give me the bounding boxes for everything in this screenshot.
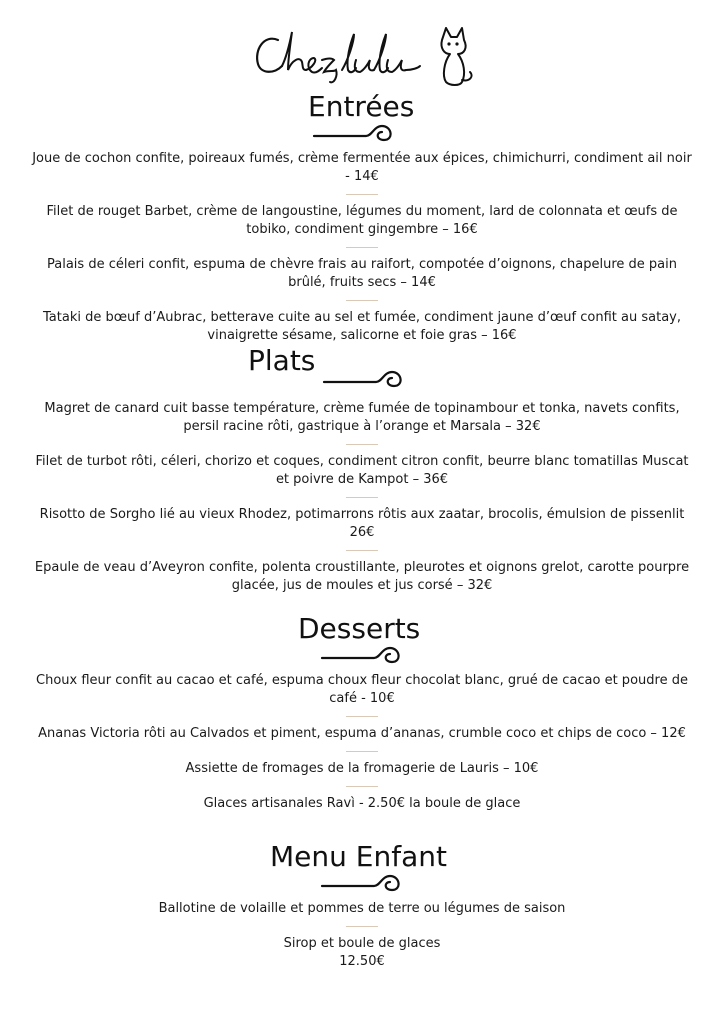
divider	[346, 247, 378, 248]
divider	[346, 194, 378, 195]
menu-item: Glaces artisanales Ravì - 2.50€ la boule de glace	[203, 796, 521, 811]
section-menu-enfant	[30, 840, 694, 971]
logo-script-icon	[250, 20, 480, 92]
swirl-divider-icon	[320, 368, 414, 394]
swirl-divider-icon	[318, 644, 412, 670]
section-entrees	[30, 90, 694, 345]
section-title: Entrées	[308, 90, 415, 123]
divider	[346, 497, 378, 498]
menu-item-price: 26€	[349, 525, 375, 540]
divider	[346, 550, 378, 551]
menu-item: Sirop et boule de glaces	[283, 936, 441, 951]
section-desserts	[30, 612, 694, 813]
menu-item: Ballotine de volaille et pommes de terre ou légumes de saison	[158, 901, 566, 916]
menu-item: Joue de cochon confite, poireaux fumés, crème fermentée aux épices, chimichurri, condiment ail noir - 14€	[32, 151, 692, 184]
menu-item: Filet de turbot rôti, céleri, chorizo et coques, condiment citron confit, beurre blanc tomatillas Muscat et poivre de Kampot – 36€	[35, 454, 689, 487]
section-title: Desserts	[298, 612, 421, 645]
menu-item: Filet de rouget Barbet, crème de langoustine, légumes du moment, lard de colonnata et œufs de tobiko, condiment gingembre – 16€	[46, 204, 678, 237]
divider	[346, 716, 378, 717]
divider	[346, 751, 378, 752]
section-title: Menu Enfant	[270, 840, 447, 873]
menu-item: Assiette de fromages de la fromagerie de Lauris – 10€	[185, 761, 539, 776]
menu-item: Tataki de bœuf d’Aubrac, betterave cuite au sel et fumée, condiment jaune d’œuf confit au satay, vinaigrette sésame, salicorne et foie gras – 16€	[43, 310, 681, 343]
menu-item: Magret de canard cuit basse température, crème fumée de topinambour et tonka, navets confits, persil racine rôti, gastrique à l’orange et Marsala – 32€	[44, 401, 680, 434]
divider	[346, 786, 378, 787]
chez-lulu-logo	[250, 20, 480, 92]
menu-item: Epaule de veau d’Aveyron confite, polenta croustillante, pleurotes et oignons grelot, carotte pourpre glacée, jus de moules et jus corsé – 32€	[34, 560, 690, 593]
swirl-divider-icon	[310, 122, 404, 148]
section-title: Plats	[248, 344, 316, 377]
menu-item-price: 12.50€	[339, 954, 385, 969]
menu-item: Risotto de Sorgho lié au vieux Rhodez, potimarrons rôtis aux zaatar, brocolis, émulsion de pissenlit	[39, 507, 685, 522]
swirl-divider-icon	[318, 872, 412, 898]
divider	[346, 444, 378, 445]
menu-item: Choux fleur confit au cacao et café, espuma choux fleur chocolat blanc, grué de cacao et poudre de café - 10€	[36, 673, 688, 706]
menu-item: Palais de céleri confit, espuma de chèvre frais au raifort, compotée d’oignons, chapelure de pain brûlé, fruits secs – 14€	[47, 257, 677, 290]
divider	[346, 926, 378, 927]
divider	[346, 300, 378, 301]
section-plats	[30, 340, 694, 595]
menu-item: Ananas Victoria rôti au Calvados et piment, espuma d’ananas, crumble coco et chips de coco – 12€	[38, 726, 686, 741]
